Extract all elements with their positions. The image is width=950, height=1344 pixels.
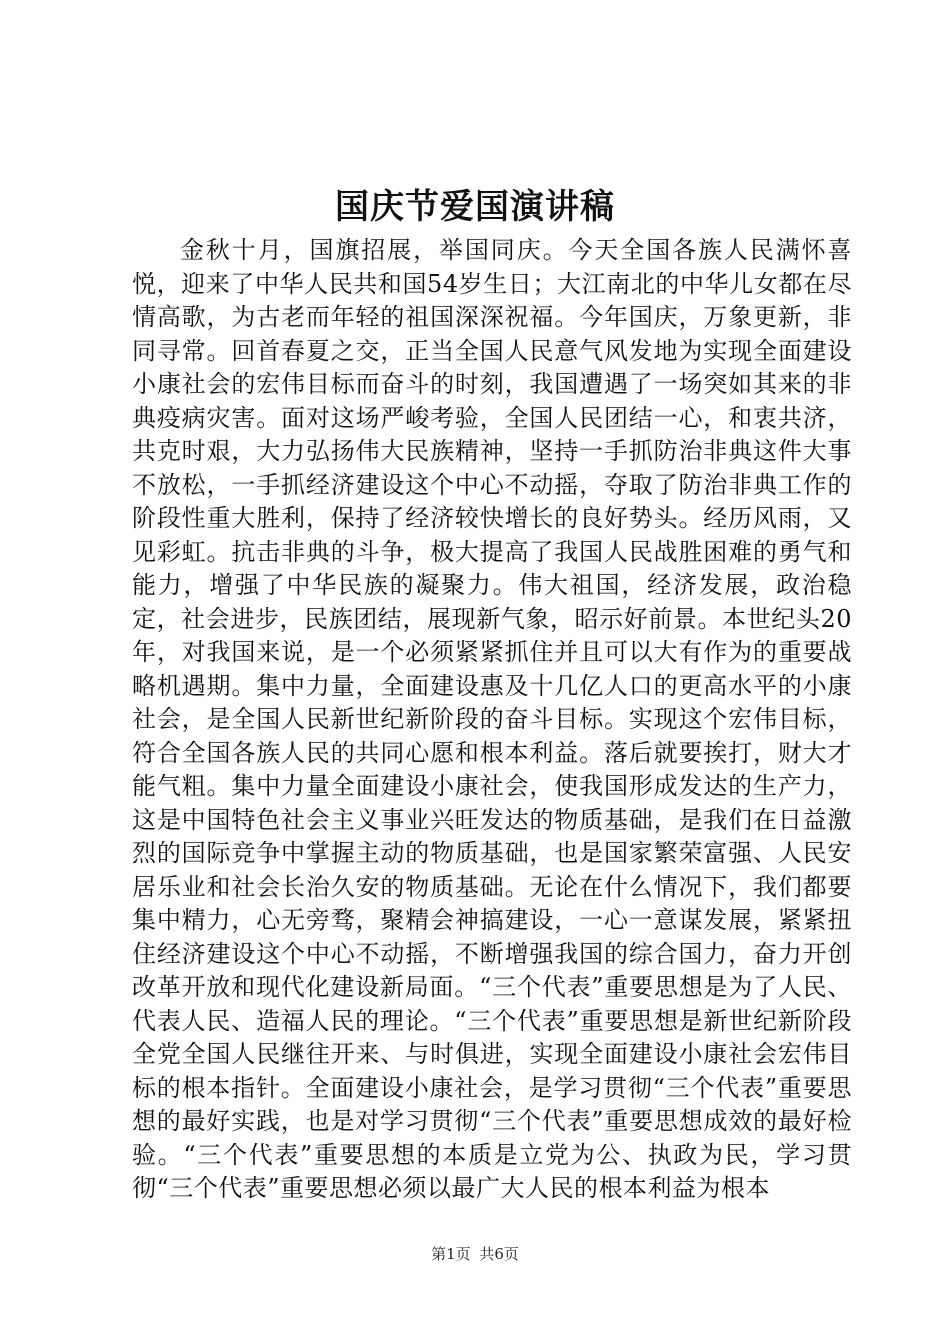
- page-number-current: 第1页: [431, 1245, 471, 1263]
- page-footer: [0, 1244, 950, 1264]
- page-number-total: 共6页: [479, 1245, 519, 1263]
- document-body-paragraph: 金秋十月，国旗招展，举国同庆。今天全国各族人民满怀喜悦，迎来了中华人民共和国54岁生日；大江南北的中华儿女都在尽情高歌，为古老而年轻的祖国深深祝福。今年国庆，万象更新，非同寻常。回首春夏之交，正当全国人民意气风发地为实现全面建设小康社会的宏伟目标而奋斗的时刻，我国遭遇了一场突如其来的非典疫病灾害。面对这场严峻考验，全国人民团结一心，和衷共济，共克时艰，大力弘扬伟大民族精神，坚持一手抓防治非典这件大事不放松，一手抓经济建设这个中心不动摇，夺取了防治非典工作的阶段性重大胜利，保持了经济较快增长的良好势头。经历风雨，又见彩虹。抗击非典的斗争，极大提高了我国人民战胜困难的勇气和能力，增强了中华民族的凝聚力。伟大祖国，经济发展，政治稳定，社会进步，民族团结，展现新气象，昭示好前景。本世纪头20年，对我国来说，是一个必须紧紧抓住并且可以大有作为的重要战略机遇期。集中力量，全面建设惠及十几亿人口的更高水平的小康社会，是全国人民新世纪新阶段的奋斗目标。实现这个宏伟目标，符合全国各族人民的共同心愿和根本利益。落后就要挨打，财大才能气粗。集中力量全面建设小康社会，使我国形成发达的生产力，这是中国特色社会主义事业兴旺发达的物质基础，是我们在日益激烈的国际竞争中掌握主动的物质基础，也是国家繁荣富强、人民安居乐业和社会长治久安的物质基础。无论在什么情况下，我们都要集中精力，心无旁骛，聚精会神搞建设，一心一意谋发展，紧紧扭住经济建设这个中心不动摇，不断增强我国的综合国力，奋力开创改革开放和现代化建设新局面。“三个代表”重要思想是为了人民、代表人民、造福人民的理论。“三个代表”重要思想是新世纪新阶段全党全国人民继往开来、与时俱进，实现全面建设小康社会宏伟目标的根本指针。全面建设小康社会，是学习贯彻“三个代表”重要思想的最好实践，也是对学习贯彻“三个代表”重要思想成效的最好检验。“三个代表”重要思想的本质是立党为公、执政为民，学习贯彻“三个代表”重要思想必须以最广大人民的根本利益为根本: [132, 236, 852, 1202]
- document-title: 国庆节爱国演讲稿: [335, 187, 615, 227]
